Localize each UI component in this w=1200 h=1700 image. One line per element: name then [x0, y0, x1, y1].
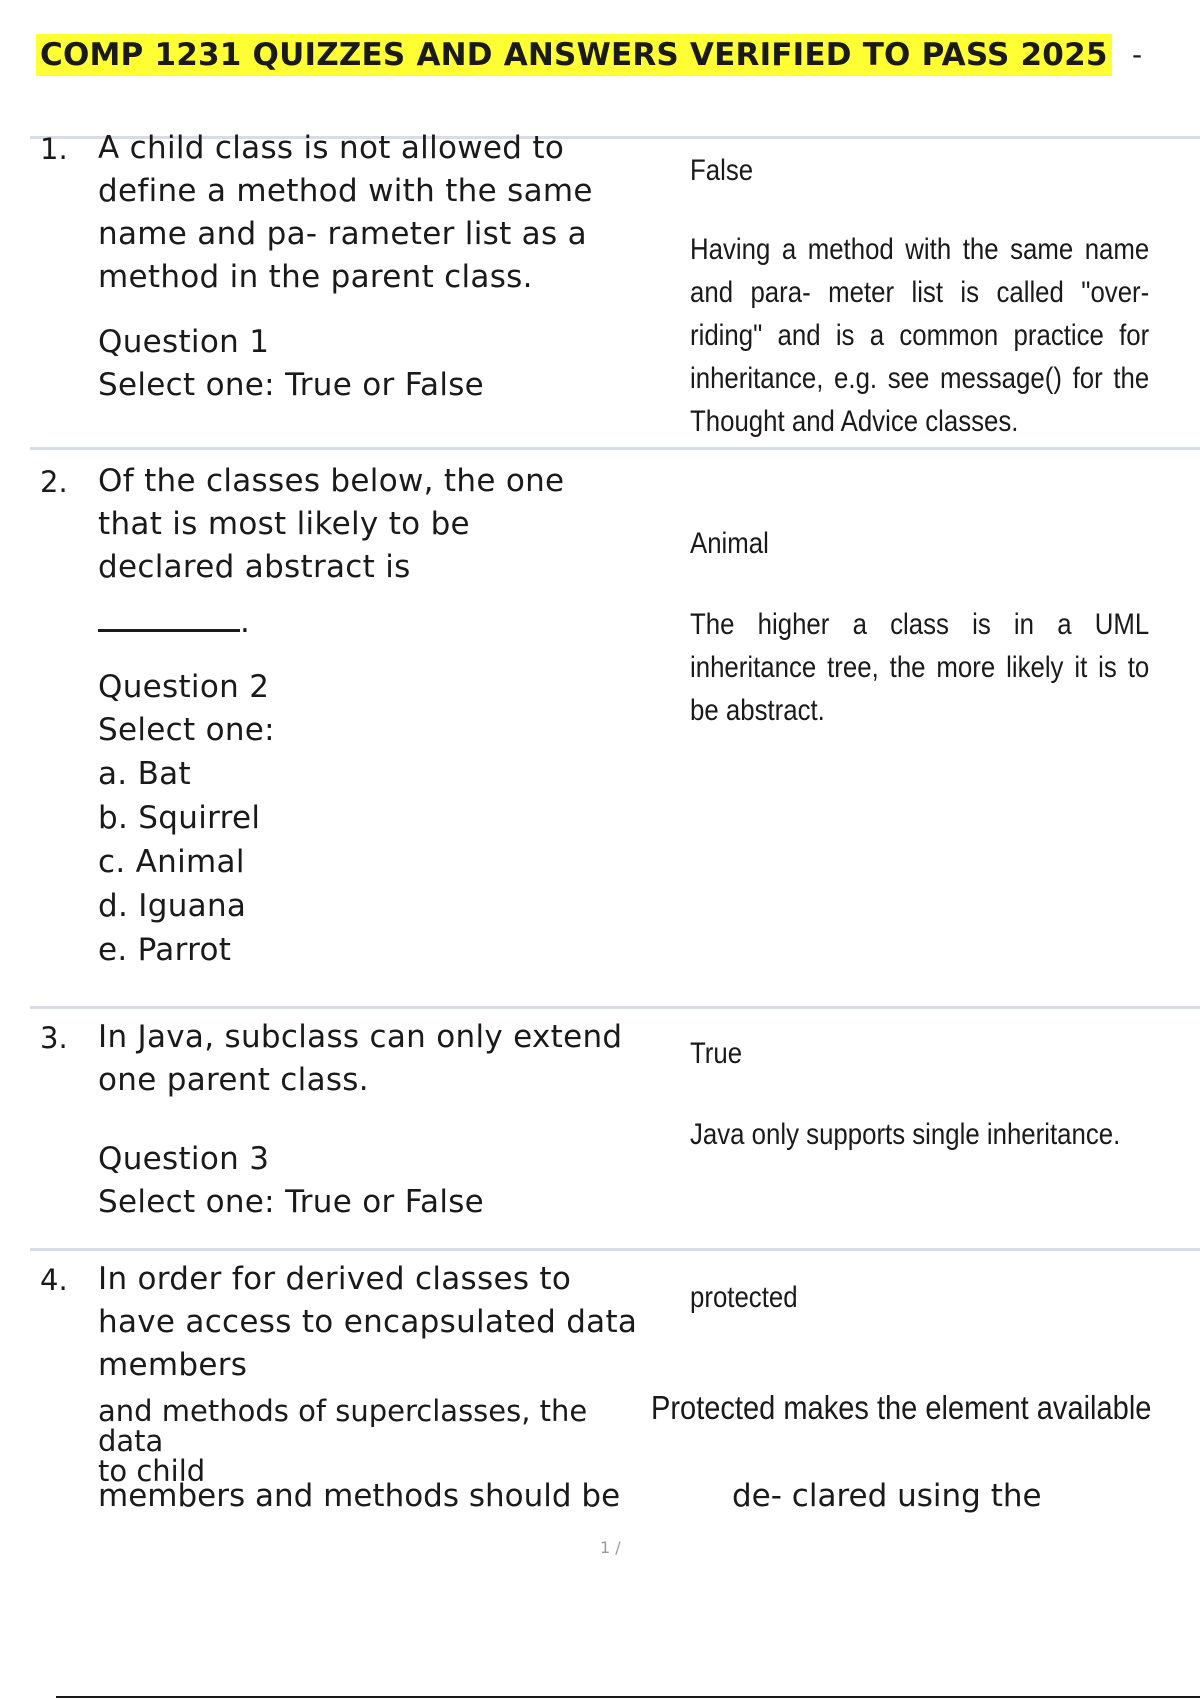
question-line: name and pa- rameter list as a	[98, 216, 587, 252]
option-b: b. Squirrel	[98, 800, 261, 836]
question-3-text	[98, 1016, 678, 1224]
answer-blank	[98, 601, 240, 632]
question-4-explanation-line-2: de- clared using the	[732, 1478, 1042, 1514]
question-line: method in the parent class.	[98, 259, 533, 295]
question-4-explanation-line-1: Protected makes the element available	[651, 1389, 1152, 1426]
question-1-explanation: Having a method with the same name and para- meter list is called "over-riding" and is a common practice for inheritance, e.g. see message() for the Thought and Advice classes.	[690, 233, 1150, 438]
question-line: In Java, subclass can only extend	[98, 1019, 623, 1055]
question-4-last-line: members and methods should be	[98, 1478, 621, 1514]
option-d: d. Iguana	[98, 888, 247, 924]
question-line: declared abstract is	[98, 549, 411, 585]
footer-divider	[56, 1696, 1200, 1698]
page-number: 1 /	[600, 1538, 621, 1557]
document-title: COMP 1231 QUIZZES AND ANSWERS VERIFIED TO PASS 2025	[36, 34, 1112, 76]
question-line: In order for derived classes to	[98, 1261, 572, 1297]
question-prompt: Select one: True or False	[98, 367, 485, 403]
question-1-text	[98, 127, 678, 407]
question-line: Of the classes below, the one	[98, 463, 565, 499]
row-divider	[30, 447, 1200, 450]
question-label: Question 1	[98, 324, 270, 360]
question-4-text	[98, 1258, 678, 1387]
question-2-answer: Animal	[690, 527, 769, 560]
question-line: members	[98, 1347, 248, 1383]
question-prompt: Select one: True or False	[98, 1184, 485, 1220]
option-c: c. Animal	[98, 844, 245, 880]
question-4-answer: protected	[690, 1281, 798, 1314]
question-3-explanation: Java only supports single inheritance.	[690, 1118, 1121, 1151]
row-divider	[30, 1006, 1200, 1009]
question-line: and methods of superclasses, the data	[98, 1394, 588, 1458]
question-2-text	[98, 460, 678, 972]
question-label: Question 2	[98, 669, 270, 705]
question-2-number: 2.	[40, 465, 68, 499]
question-line: to child	[98, 1454, 206, 1488]
question-line: that is most likely to be	[98, 506, 470, 542]
question-1-answer: False	[690, 154, 754, 187]
question-2-explanation: The higher a class is in a UML inheritance tree, the more likely it is to be abstract.	[690, 608, 1150, 727]
question-1-number: 1.	[40, 132, 68, 166]
question-3-answer: True	[690, 1037, 743, 1070]
blank-suffix: .	[240, 604, 251, 640]
question-4-number: 4.	[40, 1263, 68, 1297]
question-line: have access to encapsulated data	[98, 1304, 638, 1340]
row-divider	[30, 1248, 1200, 1251]
question-line: one parent class.	[98, 1062, 369, 1098]
question-line: define a method with the same	[98, 173, 593, 209]
question-line: A child class is not allowed to	[98, 130, 565, 166]
option-a: a. Bat	[98, 756, 191, 792]
question-label: Question 3	[98, 1141, 270, 1177]
title-trailing-dash: -	[1132, 38, 1143, 71]
question-4-continuation	[98, 1396, 658, 1486]
question-prompt: Select one:	[98, 712, 275, 748]
question-3-number: 3.	[40, 1021, 68, 1055]
option-e: e. Parrot	[98, 932, 232, 968]
answer-blank-line	[98, 601, 678, 644]
